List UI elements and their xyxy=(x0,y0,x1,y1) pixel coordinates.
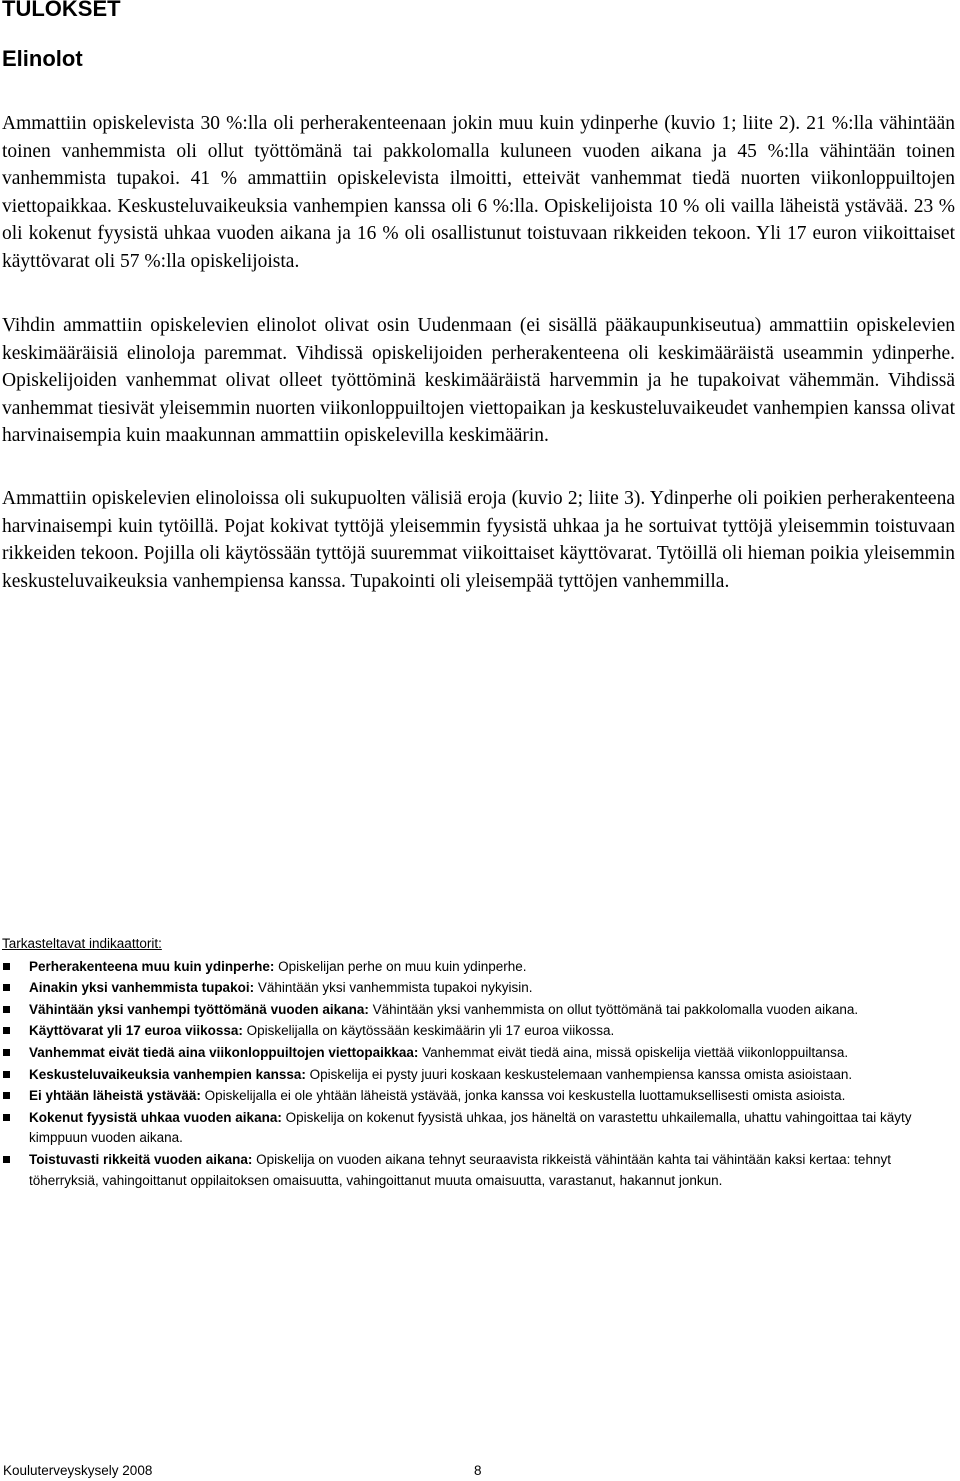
indicator-definition: Opiskelijalla ei ole yhtään läheistä ystävää, jonka kanssa voi keskustella luottamuksellisesti omista asioista. xyxy=(200,1088,846,1104)
indicator-definition: Opiskelija on vuoden aikana tehnyt seuraavista rikkeistä vähintään kahta tai vähintään kaksi kertaa: tehnyt töherryksiä, vahingoittanut oppilaitoksen omaisuutta, vahingoittanut muuta omaisuutta, varastanut, hakannut jonkun. xyxy=(29,1151,891,1188)
indicator-item xyxy=(2,957,957,978)
square-bullet-icon xyxy=(3,1006,10,1013)
indicator-term: Ei yhtään läheistä ystävää: xyxy=(29,1088,201,1104)
indicator-definition: Vähintään yksi vanhemmista on ollut työttömänä tai pakkolomalla vuoden aikana. xyxy=(368,1001,859,1017)
square-bullet-icon xyxy=(3,963,10,970)
paragraph-vihti-comparison: Vihdin ammattiin opiskelevien elinolot olivat osin Uudenmaan (ei sisällä pääkaupunkiseutua) ammattiin opiskelevien keskimääräisiä elinoloja paremmat. Vihdissä opiskelijoiden perherakenteena oli keskimääräistä useammin ydinperhe. Opiskelijoiden vanhemmat olivat olleet työttöminä keskimääräistä harvemmin ja he tupakoivat vähemmän. Vihdissä vanhemmat tiesivät yleisemmin nuorten viikonloppuiltojen viettopaikan ja keskusteluvaikeudet vanhempien kanssa olivat harvinaisempia kuin maakunnan ammattiin opiskelevilla keskimäärin. xyxy=(2,315,955,447)
indicator-item xyxy=(2,1150,957,1191)
indicator-definition: Opiskelijalla on käytössään keskimäärin yli 17 euroa viikossa. xyxy=(242,1023,615,1039)
square-bullet-icon xyxy=(3,984,10,991)
square-bullet-icon xyxy=(3,1092,10,1099)
square-bullet-icon xyxy=(3,1114,10,1121)
indicator-term: Ainakin yksi vanhemmista tupakoi: xyxy=(29,980,255,996)
indicator-item xyxy=(2,1000,957,1021)
indicator-definition: Opiskelija ei pysty juuri koskaan keskustelemaan vanhempiensa kanssa omista asioistaan. xyxy=(305,1066,853,1082)
indicator-item xyxy=(2,1108,957,1149)
indicator-term: Kokenut fyysistä uhkaa vuoden aikana: xyxy=(29,1109,282,1125)
footer-publication-title: Kouluterveyskysely 2008 xyxy=(3,1463,153,1478)
square-bullet-icon xyxy=(3,1049,10,1056)
indicator-term: Toistuvasti rikkeitä vuoden aikana: xyxy=(29,1151,253,1167)
indicator-term: Käyttövarat yli 17 euroa viikossa: xyxy=(29,1023,243,1039)
section-heading: TULOKSET xyxy=(2,0,121,21)
indicator-item xyxy=(2,978,957,999)
indicator-term: Perherakenteena muu kuin ydinperhe: xyxy=(29,958,275,974)
indicator-definition: Vanhemmat eivät tiedä aina, missä opiskelija viettää viikonloppuiltansa. xyxy=(418,1044,849,1060)
indicator-term: Keskusteluvaikeuksia vanhempien kanssa: xyxy=(29,1066,306,1082)
indicator-definition: Opiskelijan perhe on muu kuin ydinperhe. xyxy=(274,958,527,974)
square-bullet-icon xyxy=(3,1027,10,1034)
page-number: 8 xyxy=(474,1463,482,1478)
indicator-term: Vanhemmat eivät tiedä aina viikonloppuiltojen viettopaikkaa: xyxy=(29,1044,419,1060)
square-bullet-icon xyxy=(3,1156,10,1163)
paragraph-overview: Ammattiin opiskelevista 30 %:lla oli perherakenteenaan jokin muu kuin ydinperhe (kuvio 1; liite 2). 21 %:lla vähintään toinen vanhemmista oli ollut työttömänä tai pakkolomalla kuluneen vuoden aikana ja 45 %:lla vähintään toinen vanhemmista tupakoi. 41 % ammattiin opiskelevista ilmoitti, etteivät vanhemmat tiedä nuorten viikonloppuiltojen viettopaikkaa. Keskusteluvaikeuksia vanhempien kanssa oli 6 %:lla. Opiskelijoista 10 % oli vailla läheistä ystävää. 23 % oli kokenut fyysistä uhkaa vuoden aikana ja 16 % oli osallistunut toistuvaan rikkeiden tekoon. Yli 17 euron viikoittaiset käyttövarat oli 57 %:lla opiskelijoista. xyxy=(2,113,955,272)
indicator-item xyxy=(2,1043,957,1064)
indicator-item xyxy=(2,1086,957,1107)
indicator-list xyxy=(2,957,957,1192)
indicator-definition: Vähintään yksi vanhemmista tupakoi nykyisin. xyxy=(254,980,533,996)
square-bullet-icon xyxy=(3,1071,10,1078)
subsection-heading: Elinolot xyxy=(2,46,83,71)
indicator-definition: Opiskelija on kokenut fyysistä uhkaa, jos häneltä on varastettu uhkailemalla, uhattu vahingoittaa tai käyty kimppuun vuoden aikana. xyxy=(29,1109,912,1146)
indicator-item xyxy=(2,1065,957,1086)
indicator-item xyxy=(2,1021,957,1042)
indicator-term: Vähintään yksi vanhempi työttömänä vuoden aikana: xyxy=(29,1001,369,1017)
indicators-box xyxy=(2,934,957,1192)
indicators-title: Tarkasteltavat indikaattorit: xyxy=(2,936,162,951)
paragraph-gender-differences: Ammattiin opiskelevien elinoloissa oli sukupuolten välisiä eroja (kuvio 2; liite 3). Ydinperhe oli poikien perherakenteena harvinaisempi kuin tytöillä. Pojat kokivat tyttöjä yleisemmin fyysistä uhkaa ja he sortuivat tyttöjä yleisemmin toistuvaan rikkeiden tekoon. Pojilla oli käytössään tyttöjä suuremmat viikoittaiset käyttövarat. Tytöillä oli hieman poikia yleisemmin keskusteluvaikeuksia vanhempiensa kanssa. Tupakointi oli yleisempää tyttöjen vanhemmilla. xyxy=(2,488,955,592)
